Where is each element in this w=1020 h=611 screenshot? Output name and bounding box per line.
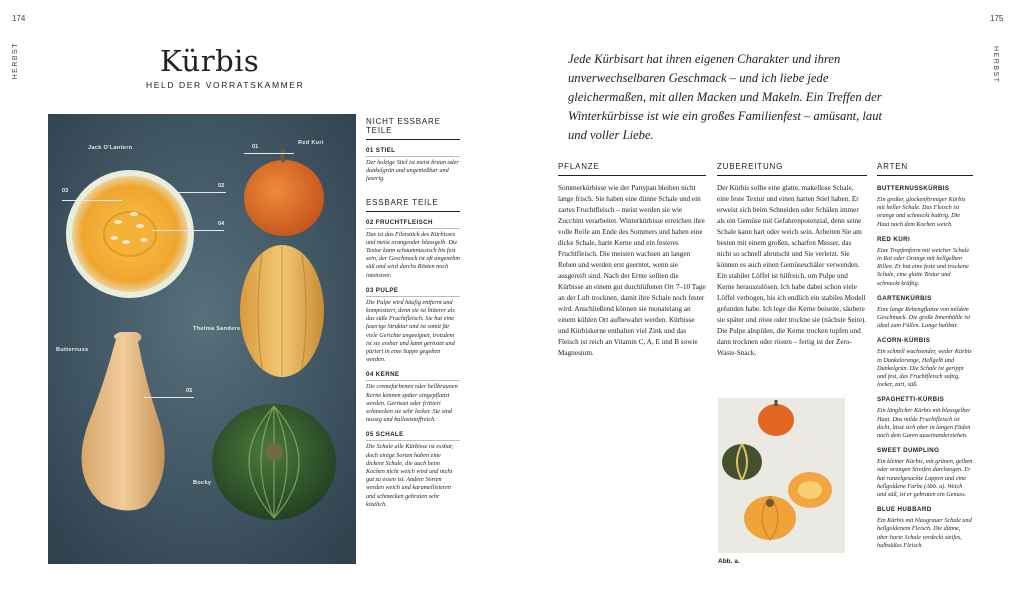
- part-label-kerne: 04 KERNE: [366, 371, 460, 381]
- side-label-left: HERBST: [12, 42, 19, 80]
- part-label-stiel: 01 STIEL: [366, 147, 460, 157]
- marker-05: 05: [186, 388, 193, 394]
- part-text-schale: Die Schale alle Kürbisse ist essbar, doch einige Sorten haben eine dickere Schale, die auch beim Kochen nicht weich wird und nicht gut zu essen ist. Andere Sorten werden weich und karamellisieren und schmecken gebraten sehr köstlich.: [366, 443, 454, 508]
- part-text-stiel: Der holzige Stiel ist meist braun oder dunkelgrün und ungenießbar und faserig.: [366, 159, 459, 183]
- side-label-right: HERBST: [992, 46, 999, 84]
- not-edible-header: NICHT ESSBARE TEILE: [366, 117, 460, 140]
- page-number-right: 175: [990, 14, 1004, 23]
- page-number-left: 174: [12, 14, 26, 23]
- arten-section: [877, 162, 973, 550]
- arten-item-name: SWEET DUMPLING: [877, 447, 940, 455]
- marker-03: 03: [62, 188, 69, 194]
- arten-item: [877, 337, 973, 389]
- intro-text: Jede Kürbisart hat ihren eigenen Charakter und ihren unverwechselbaren Geschmack – und ich liebe jede gleichermaßen, mit allen Macken und Makeln. Ein Treffen der Winterkürbisse ist wie ein großes Familienfest – amüsant, laut und voller Liebe.: [568, 52, 883, 142]
- arten-item-name: SPAGHETTI-KÜRBIS: [877, 396, 945, 404]
- part-label-pulpe: 03 PULPE: [366, 287, 460, 297]
- arten-item-name: ACORN-KÜRBIS: [877, 337, 931, 345]
- arten-item-name: BLUE HUBBARD: [877, 506, 932, 514]
- arten-item-text: Ein Kürbis mit blaugrauer Schale und hellgoldenem Fleisch. Die dünne, aber harte Schale verdeckt steifes, halbsüßes Fleisch.: [877, 517, 972, 549]
- marker-04: 04: [218, 221, 225, 227]
- page-subtitle: HELD DER VORRATSKAMMER: [146, 80, 305, 90]
- marker-01: 01: [252, 144, 259, 150]
- leader-line-02: [178, 192, 226, 193]
- label-butternuss: Butternuss: [56, 347, 89, 353]
- arten-item: [877, 295, 973, 331]
- arten-item-text: Ein länglicher Kürbis mit blassgelber Haut. Das milde Fruchtfleisch ist dicht, lässt sich aber in langen Fäden nach dem Garen auseinanderziehen.: [877, 407, 971, 440]
- arten-item: [877, 185, 973, 229]
- pumpkin-illustration: [48, 114, 356, 564]
- label-red-kuri: Red Kuri: [298, 140, 324, 146]
- arten-item: [877, 396, 973, 440]
- arten-item-text: Eine lange Rebengflanze von mildem Geschmack. Die große Innenhöhle ist ideal zum Füllen. Lange haltbar.: [877, 305, 971, 330]
- zubereitung-header: ZUBEREITUNG: [717, 162, 867, 176]
- arten-item-text: Eine Tropfenform mit weicher Schale in Rot oder Orange mit hellgelben Rillen. Er hat eine feste und trockene Schale, eine glatte Textur und schmeckt kräftig.: [877, 246, 970, 287]
- arten-item: [877, 506, 973, 550]
- part-text-fruchtfleisch: Das ist das Filetstück des Kürbisses und meist orangeoder blassgelb. Die Textur kann schaumnussisch bis fest sein, der Geschmack ist oft angenehm süß und wird durchs Rösten noch intensiver.: [366, 230, 460, 279]
- arten-header: ARTEN: [877, 162, 973, 176]
- label-jack-o-lantern: Jack O'Lantern: [88, 145, 133, 151]
- leader-line-03: [62, 200, 122, 201]
- sweet-dumpling-photo: [718, 398, 845, 553]
- part-label-fruchtfleisch: 02 FRUCHTFLEISCH: [366, 219, 460, 229]
- edible-header: ESSBARE TEILE: [366, 198, 460, 212]
- arten-item: [877, 236, 973, 288]
- arten-item-name: RED KURI: [877, 235, 911, 243]
- leader-line-04: [152, 230, 224, 231]
- parts-column: [366, 117, 460, 509]
- label-bocky: Bocky: [193, 480, 212, 486]
- arten-list: [877, 185, 973, 550]
- arten-item-text: Ein großer, glockenförmiger Kürbis mit heller Schale. Das Fleisch ist orange und schmeckt buttrig. Die Haut nach dem Kochen weich.: [877, 196, 966, 228]
- photo-caption: Abb. a.: [718, 558, 740, 565]
- pflanze-section: [558, 162, 706, 359]
- part-text-pulpe: Die Pulpe wird häufig entfernt und kompostiert, denn sie ist bitterer als das süße Fruchtfleisch. Sie hat eine faserige Struktur und ist somit für viele Gerichte ungeeignet, trotzdem ist sie essbar und kann geröstet und püriert in eine Suppe gegeben werden.: [366, 298, 455, 364]
- arten-item: [877, 447, 973, 499]
- zubereitung-text: Der Kürbis sollte eine glatte, makellose Schale, eine feste Textur und einen harten Stiel haben. Er erweist sich beim Schneiden oder Schälen immer als ein Gemüse mit Gefahrenpotenzial, denn seine Schale kann hart oder weich sein. Arbeiten Sie am besten mit einem großen, scharfen Messer, das nicht so schnell abrutscht und Sie verletzt. Sie können es auch einen Gemüseschäler verwenden. Ein stabiler Löffel ist hilfreich, um Pulpe und Kerne herauszulösen. Ich habe dabei schon viele Löffel verbogen, bis ich endlich ein stabiles Modell gefunden habe. Ich lege die Kerne beiseite, säubere sie später und röste oder trockne sie (nächste Seite). Die Pulpe abspülen, die Kerne trocken tupfen und dann trocknen oder rösten – fertig ist der Zero-Waste-Snack.: [717, 184, 867, 357]
- sweet-dumpling-illustration: [718, 398, 845, 553]
- arten-item-name: GARTENKÜRBIS: [877, 294, 932, 302]
- marker-02: 02: [218, 183, 225, 189]
- part-text-kerne: Die cremefarbenen oder hellbraunen Kerne können später eingepflanzt werden. Geröstet oder frittiert schmecken sie sehr lecker. Sie sind nussig und ballaststoffreich.: [366, 383, 458, 424]
- leader-line-01: [244, 153, 294, 154]
- part-label-schale: 05 SCHALE: [366, 431, 460, 441]
- arten-item-text: Ein schnell wachsender, weder Kürbis in Dunkelorange, Hellgelb und Dunkelgrün. Die Schale ist gerippt und fest, das Fruchtfleisch saftig, locker, zart, süß.: [877, 348, 972, 389]
- label-thelma-sanders: Thelma Sanders: [193, 326, 241, 332]
- arten-item-name: BUTTERNUSSKÜRBIS: [877, 185, 950, 192]
- pumpkin-photo: [48, 114, 356, 564]
- pflanze-header: PFLANZE: [558, 162, 706, 176]
- leader-line-05: [144, 397, 194, 398]
- page-title: Kürbis: [160, 44, 260, 78]
- pflanze-text: Sommerkürbisse wie der Pattypan bleiben nicht lange frisch. Sie haben eine dünne Schale und ein zartes Fruchtfleisch – meist werden sie wie Zucchini verarbeitet. Winterkürbisse erreichen ihre volle Reife am Ende des Sommers und haben eine dicke Schale, harte Kerne und ein festeres Fruchtfleisch. Die meisten wachsen an langen Reben und werden erst geerntet, wenn sie ausgereift sind. Nach der Ernte sollten die Kürbisse an einem gut durchlüfteten Ort 7–10 Tage an der Luft trocknen, damit ihre Schale noch fester wird. Anschließend können sie monatelang an einem kühlen Ort aufbewahrt werden. Kürbisse und Kürbiskerne enthalten viel Zink und das Fleisch ist reich an Vitamin C, A, E und B sowie Magnesium.: [558, 184, 706, 357]
- arten-item-text: Ein kleiner Kürbis, mit grünen, gelben oder orangen Streifen durchzogen. Er hat runzelgesackte Lappen und eine hellgoldene Farbe (Abb. a). Weich und süß, ist er gebraten ein Genuss.: [877, 458, 973, 499]
- zubereitung-section: [717, 162, 867, 359]
